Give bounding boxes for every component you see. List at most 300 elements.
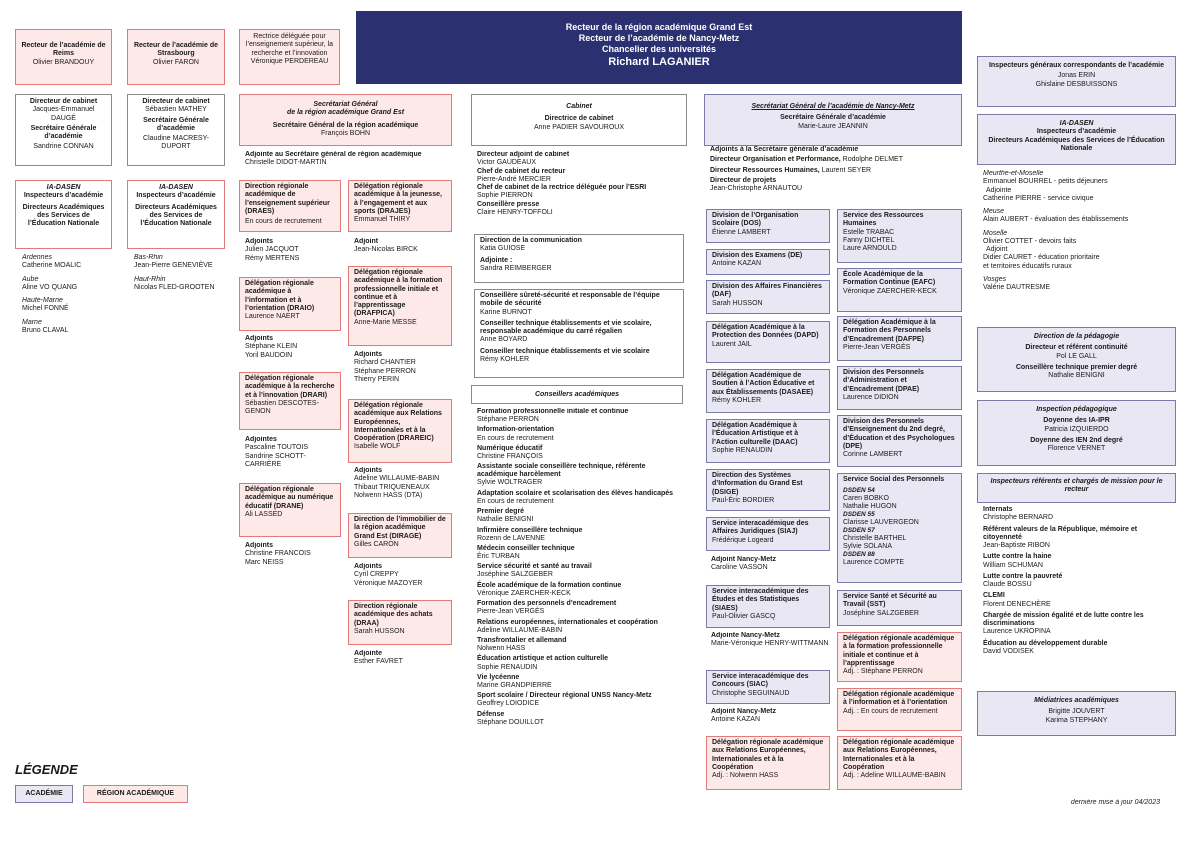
ca-item-title: Transfrontalier et allemand: [477, 636, 567, 644]
dept-name: et territoires éducatifs ruraux: [983, 262, 1072, 270]
dept-label: Meurthe-et-Moselle: [983, 170, 1044, 177]
dept-adj-label: Adjoint: [986, 246, 1008, 253]
dasen-nancy-box: [977, 114, 1176, 165]
drajes-name: Emmanuel THIRY: [354, 216, 411, 223]
ca-item-name: Joséphine SALZGEBER: [477, 571, 553, 579]
rectrice-name: Véronique PERDEREAU: [250, 57, 329, 65]
ref-item-name: Laurence UKROPINA: [983, 628, 1051, 636]
ca-item-name: Nolwenn HASS: [477, 645, 526, 653]
med-name: Brigitte JOUVERT: [1048, 708, 1105, 716]
pedagogie-box: [977, 327, 1176, 392]
siaj-name: Frédérique Logeard: [712, 536, 774, 544]
adj-name: Thibaut TRIQUENEAUX: [354, 483, 430, 491]
daac-box: [706, 419, 830, 463]
peda-n2: Nathalie BENIGNI: [1048, 372, 1105, 379]
comm-name: Katia GUIOSE: [480, 245, 526, 253]
recteur-reims-box: [15, 29, 112, 85]
ca-item-title: Formation professionnelle initiale et continue: [477, 408, 629, 415]
ssp-name: Nathalie HUGON: [843, 503, 897, 511]
adj-name: Caroline VASSON: [711, 564, 768, 572]
adj-title: Adjoints: [245, 542, 273, 549]
conseillers-academiques-list: [477, 408, 687, 796]
draio-aca-box: [837, 688, 962, 731]
sg-adj-title: Directeur de projets: [710, 176, 777, 184]
list-item: [22, 297, 114, 314]
legend-region: RÉGION ACADÉMIQUE: [83, 785, 188, 803]
insp-n1: Patricia IZQUIERDO: [1044, 425, 1109, 433]
dasaee-name: Rémy KOHLER: [712, 396, 762, 404]
cab-stras-n2: Claudine MACRESY-DUPORT: [143, 135, 209, 151]
drafpica-adj: [354, 351, 450, 393]
dasen-stras-title: IA-DASEN: [159, 184, 193, 191]
ca-item-name: Sophie RENAUDIN: [477, 663, 538, 671]
draio-name: Laurence NAERT: [245, 313, 300, 320]
comm-adj-name: Sandra REIMBERGER: [480, 264, 552, 272]
comm-title: Direction de la communication: [480, 237, 582, 244]
daac-name: Sophie RENAUDIN: [712, 446, 773, 454]
adj-title: Adjoint Nancy-Metz: [711, 556, 776, 563]
dept-label: Vosges: [983, 275, 1007, 283]
comm-adj-title: Adjointe :: [480, 256, 513, 264]
eafc-name: Véronique ZAERCHER-KECK: [843, 287, 937, 295]
dos-name: Étienne LAMBERT: [712, 228, 771, 236]
siaj-adj: [711, 556, 829, 578]
dasen-reims-list: [22, 254, 114, 354]
ca-item-title: Éducation artistique et action culturelle: [477, 655, 609, 663]
drane-name: Ali LASSED: [245, 510, 283, 518]
srh-name: Laure ARNOULD: [843, 245, 897, 252]
sg-adj-title: Adjoints à la Secrétaire générale d’académie: [710, 146, 859, 153]
drane-title: Délégation régionale académique au numérique éducatif (DRANE): [245, 486, 334, 510]
sies-name: Paul-Olivier GASCQ: [712, 612, 776, 620]
ref-title: Inspecteurs référents et chargés de mission pour le recteur: [990, 478, 1163, 494]
eafc-title: École Académique de la Formation Continue (EAFC): [843, 271, 936, 287]
dos-title: Division de l’Organisation Scolaire (DOS): [712, 212, 799, 228]
ssp-box: [837, 473, 962, 583]
ssp-name: Clarisse LAUVERGEON: [843, 519, 919, 527]
communication-box: [474, 234, 684, 283]
dasen-strasbourg-list: [134, 254, 226, 318]
adj-sg-title: Adjointe au Secrétaire général de région académique: [245, 151, 422, 158]
rectrice-deleguee-box: [239, 29, 340, 85]
dareic2-title: Délégation régionale académique aux Relations Européennes, Internationales et à la Coopération: [712, 739, 824, 771]
drafpica2-title: Délégation régionale académique à la formation professionnelle initiale et continue et à l’apprentissage: [843, 635, 955, 667]
list-item: [134, 276, 226, 293]
ca-item-name: Marine GRANDPIERRE: [477, 681, 552, 689]
ca-item-name: Éric TURBAN: [477, 553, 520, 561]
adj-name: Cyril CREPPY: [354, 571, 399, 579]
drareic-name: Isabelle WOLF: [354, 443, 401, 451]
dapd-name: Laurent JAIL: [712, 340, 752, 348]
ca-item-name: Rozenn de LAVENNE: [477, 534, 545, 542]
recteur-reims-title: Recteur de l’académie de Reims: [21, 42, 106, 58]
ca-item-title: Défense: [477, 710, 505, 718]
ref-item-name: William SCHUMAN: [983, 561, 1043, 569]
ca-item-name: Pierre-Jean VERGÈS: [477, 608, 545, 616]
adj-name: Christine FRANCOIS: [245, 550, 311, 558]
ref-item-title: Référent valeurs de la République, mémoire et citoyenneté: [983, 525, 1138, 541]
mediatrices-box: [977, 691, 1176, 736]
referents-list: [983, 506, 1176, 680]
adj-sg-name: Christelle DIDOT-MARTIN: [245, 159, 327, 167]
dept-name: Michel FONNÉ: [22, 305, 69, 313]
dept-name: Catherine MOALIC: [22, 262, 82, 270]
adj-name: Marc NEISS: [245, 558, 284, 566]
dept-label: Aube: [22, 275, 39, 283]
adj-name: Pascaline TOUTOIS: [245, 444, 309, 452]
cab-item-name: Victor GAUDEAUX: [477, 159, 536, 167]
drajes-title: Délégation régionale académique à la jeunesse, à l’engagement et aux sports (DRAJES): [354, 183, 442, 215]
ssp-dept: DSDEN 88: [843, 551, 875, 559]
legend-title: LÉGENDE: [15, 762, 78, 777]
adj-title: Adjointes: [245, 436, 277, 443]
cabinet-reims-box: [15, 94, 112, 166]
header-line-1: Recteur de la région académique Grand Est: [565, 22, 753, 32]
recteur-header: [356, 11, 962, 84]
sg-adj-name: Jean-Christophe ARNAUTOU: [710, 185, 803, 192]
dirage-box: [348, 513, 452, 558]
draa-box: [348, 600, 452, 645]
cab-reims-t2: Secrétaire Générale d’académie: [30, 124, 97, 140]
dasen-nm-title: IA-DASEN: [1059, 120, 1094, 127]
dasaee-box: [706, 369, 830, 413]
adj-title: Adjoints: [354, 351, 382, 358]
cabinet-name: Anne PADIER SAVOUROUX: [534, 123, 624, 131]
daf-name: Sarah HUSSON: [712, 299, 763, 307]
ca-item-name: Geoffrey LOIODICE: [477, 700, 540, 708]
adj-name: Rémy MERTENS: [245, 254, 300, 262]
ssp-name: Sylvie SOLANA: [843, 543, 893, 551]
dept-name: Olivier COTTET - devoirs faits: [983, 237, 1077, 245]
ca-item-title: Sport scolaire / Directeur régional UNSS Nancy-Metz: [477, 692, 652, 700]
dept-label: Ardennes: [22, 254, 52, 261]
adj-name: Sandrine SCHOTT-CARRIÈRE: [245, 452, 306, 468]
siac-name: Christophe SEGUINAUD: [712, 689, 790, 697]
dpe-title: Division des Personnels d’Enseignement du 2nd degré, d’Éducation et des Psychologues (DPE): [843, 418, 955, 450]
siac-adj: [711, 708, 829, 730]
ssp-name: Christelle BARTHEL: [843, 534, 907, 542]
rectrice-title: Rectrice déléguée pour l’enseignement supérieur, la recherche et l’innovation: [245, 33, 334, 57]
ca-item-title: Relations européennes, internationales et coopération: [477, 618, 658, 626]
sg-region-box: [239, 94, 452, 146]
siac-title: Service interacadémique des Concours (SIAC): [712, 673, 809, 689]
cab-item-title: Conseillère presse: [477, 200, 540, 208]
dept-name: Alain AUBERT - évaluation des établissements: [983, 216, 1129, 224]
adj-name: Antoine KAZAN: [711, 716, 761, 724]
draio2-title: Délégation régionale académique à l’information et à l’orientation: [843, 691, 955, 707]
referents-box: [977, 473, 1176, 503]
daac-title: Délégation Académique à l’Éducation Artistique et à l’Action culturelle (DAAC): [712, 422, 799, 446]
ca-item-name: Adeline WILLAUME-BABIN: [477, 626, 563, 634]
draes-title: Direction régionale académique de l’enseignement supérieur (DRAES): [245, 183, 330, 215]
ca-item-title: Infirmière conseillère technique: [477, 526, 583, 534]
ref-item-title: Éducation au développement durable: [983, 639, 1108, 647]
srh-name: Fanny DICHTEL: [843, 236, 895, 244]
dsige-title: Direction des Systèmes d’Information du Grand Est (DSIGE): [712, 472, 803, 496]
adj-title: Adjoint Nancy-Metz: [711, 708, 776, 715]
cons-name: Rémy KOHLER: [480, 355, 530, 363]
ref-item-name: Jean-Baptiste RIBON: [983, 542, 1050, 549]
ca-item-title: Information-orientation: [477, 426, 554, 434]
adj-name: Nolwenn HASS (DTA): [354, 491, 423, 499]
dept-name: Valérie DAUTRESME: [983, 284, 1051, 291]
dasaee-title: Délégation Académique de Soutien à l’Action Éducative et aux Établissements (DASAEE): [712, 372, 815, 396]
header-line-3: Chancelier des universités: [601, 43, 717, 54]
list-item: [22, 276, 114, 293]
sg-region-t2: de la région académique Grand Est: [286, 109, 405, 117]
dpe-name: Corinne LAMBERT: [843, 451, 903, 458]
sg-aca-name: Marie-Laure JEANNIN: [798, 122, 868, 130]
cabinet-title: Cabinet: [566, 103, 592, 110]
dept-label: Haut-Rhin: [134, 275, 166, 283]
adj-title: Adjoints: [354, 563, 382, 570]
cab-item-title: Chef de cabinet du recteur: [477, 167, 566, 175]
draio-adj: [245, 335, 341, 367]
drareic-box: [348, 399, 452, 463]
sg-adj-name: Laurent SEYER: [821, 166, 872, 174]
dept-name: Didier CAURET - éducation prioritaire: [983, 254, 1100, 262]
dafpe-title: Délégation Académique à la Formation des Personnels d’Encadrement (DAFPE): [843, 319, 936, 343]
drari-adj: [245, 436, 341, 476]
ca-item-name: Sylvie WOLTRAGER: [477, 479, 543, 487]
ssp-dept: DSDEN 57: [843, 527, 875, 535]
cons-title: Conseiller technique établissements et vie scolaire, responsable académique du carré régalien: [480, 319, 652, 335]
header-name: Richard LAGANIER: [608, 56, 710, 69]
ca-item-title: Vie lycéenne: [477, 673, 520, 681]
dpae-title: Division des Personnels d’Administration et d’Encadrement (DPAE): [843, 369, 924, 393]
dirage-title: Direction de l’immobilier de la région académique Grand Est (DIRAGE): [354, 516, 446, 540]
adj-title: Adjoints: [245, 238, 273, 245]
list-item: [134, 254, 226, 271]
dafpe-box: [837, 316, 962, 361]
daf-title: Division des Affaires Financières (DAF): [712, 283, 822, 299]
draa-title: Direction régionale académique des achats (DRAA): [354, 603, 433, 627]
dasen-stras-s1: Inspecteurs d’académie: [136, 192, 216, 200]
peda-s1: Directeur et référent continuité: [1025, 344, 1128, 352]
igen-title: Inspecteurs généraux correspondants de l’académie: [988, 62, 1165, 69]
draes-box: [239, 180, 341, 232]
de-name: Antoine KAZAN: [712, 260, 762, 268]
cab-item-title: Chef de cabinet de la rectrice déléguée pour l’ESRI: [477, 184, 647, 191]
drane-box: [239, 483, 341, 537]
sg-academie-adjoints: [710, 146, 962, 204]
dapd-box: [706, 321, 830, 363]
recteur-reims-name: Olivier BRANDOUY: [32, 58, 95, 66]
drafpica-title: Délégation régionale académique à la formation professionnelle initiale et continue et à l’apprentissage (DRAFPICA): [354, 269, 443, 318]
drafpica-aca-box: [837, 632, 962, 682]
list-item: [22, 319, 114, 336]
conseillers-box: [474, 289, 684, 378]
ref-item-name: Claude BOSSU: [983, 581, 1032, 588]
adj-title: Adjoint: [354, 238, 379, 245]
igen-name: Ghislaine DESBUISSONS: [1035, 80, 1118, 88]
dasen-stras-s2: Directeurs Académiques des Services de l’Éducation Nationale: [135, 203, 217, 227]
ca-item-title: Numérique éducatif: [477, 444, 543, 452]
conseillers-academiques-head: Conseillers académiques: [471, 385, 683, 404]
drari-name: Sébastien DESCOTES-GENON: [245, 399, 319, 415]
cab-reims-n2: Sandrine CONNAN: [33, 143, 94, 151]
ssp-title: Service Social des Personnels: [843, 476, 945, 483]
daf-box: [706, 280, 830, 314]
dept-label: Bas-Rhin: [134, 254, 163, 261]
adj-name: Marie-Véronique HENRY-WITTMANN: [711, 640, 829, 648]
cab-reims-t1: Directeur de cabinet: [29, 98, 98, 105]
ref-item-name: David VODISEK: [983, 647, 1034, 655]
cab-item-title: Directeur adjoint de cabinet: [477, 151, 570, 158]
adj-title: Adjointe Nancy-Metz: [711, 632, 780, 639]
cab-stras-t1: Directeur de cabinet: [142, 98, 210, 105]
sg-adj-title: Directeur Ressources Humaines,: [710, 166, 820, 174]
insp-s1: Doyenne des IA-IPR: [1043, 417, 1110, 425]
peda-n1: Pol LE GALL: [1056, 352, 1097, 360]
dept-name: Jean-Pierre GENEVIÈVE: [134, 262, 213, 270]
cab-item-name: Sophie PIERRON: [477, 192, 533, 200]
header-line-2: Recteur de l’académie de Nancy-Metz: [578, 32, 740, 43]
dasen-reims-s1: Inspecteurs d’académie: [23, 192, 104, 200]
adj-name: Adeline WILLAUME-BABIN: [354, 475, 440, 483]
dsige-box: [706, 469, 830, 511]
dasen-nm-s2: Directeurs Académiques des Services de l’Éducation Nationale: [988, 136, 1165, 152]
med-name: Karima STEPHANY: [1045, 716, 1108, 724]
de-box: [706, 249, 830, 275]
eafc-box: [837, 268, 962, 312]
cabinet-sub: Directrice de cabinet: [544, 115, 614, 123]
cab-item-name: Pierre-André MERCIER: [477, 175, 551, 183]
igen-box: [977, 56, 1176, 107]
recteur-strasbourg-title: Recteur de l’académie de Strasbourg: [133, 42, 219, 58]
cons-name: Anne BOYARD: [480, 336, 528, 344]
ca-item-title: Premier degré: [477, 508, 525, 516]
igen-name: Jonas ERIN: [1057, 72, 1096, 80]
cons-name: Karine BURNOT: [480, 308, 532, 316]
srh-title: Service des Ressources Humaines: [843, 212, 924, 228]
cons-title: Conseillère sûreté-sécurité et responsable de l’équipe mobile de sécurité: [480, 292, 660, 308]
ref-item-name: Florent DENECHÈRE: [983, 600, 1051, 608]
dasen-reims-title: IA-DASEN: [46, 184, 81, 191]
cab-item-name: Claire HENRY-TOFFOLI: [477, 208, 553, 216]
ref-item-name: Christophe BERNARD: [983, 514, 1054, 522]
srh-box: [837, 209, 962, 263]
dasen-reims-box: [15, 180, 112, 249]
draes-name: En cours de recrutement: [245, 218, 322, 225]
drari-box: [239, 372, 341, 430]
dasen-reims-s2: Directeurs Académiques des Services de l’Éducation Nationale: [22, 203, 105, 227]
drafpica-name: Anne-Marie MESSE: [354, 318, 417, 326]
adj-sg-region: [245, 151, 455, 171]
draio-title: Délégation régionale académique à l’information et à l’orientation (DRAIO): [245, 280, 315, 312]
ca-item-name: En cours de recrutement: [477, 497, 554, 505]
sg-region-t1: Secrétariat Général: [313, 101, 378, 108]
ca-item-title: Assistante sociale conseillère technique, référente académique harcèlement: [477, 463, 646, 479]
ref-item-title: Lutte contre la haine: [983, 553, 1052, 561]
insp-title: Inspection pédagogique: [1036, 406, 1117, 413]
sst-box: [837, 590, 962, 626]
dpe-box: [837, 415, 962, 467]
footer-update: dernière mise à jour 04/2023: [1070, 799, 1160, 806]
ca-item-name: Stéphane PERRON: [477, 416, 539, 424]
dareic3-name: Adj. : Adeline WILLAUME-BABIN: [843, 772, 946, 779]
adj-name: Véronique MAZOYER: [354, 579, 423, 587]
cons-title: Conseiller technique établissements et vie scolaire: [480, 347, 650, 355]
adj-name: Richard CHANTIER: [354, 359, 416, 367]
drajes-box: [348, 180, 452, 232]
sg-adj-name: Rodolphe DELMET: [842, 156, 903, 164]
list-item: [22, 254, 114, 271]
recteur-strasbourg-name: Olivier FARON: [153, 58, 199, 66]
dareic3-title: Délégation régionale académique aux Relations Européennes, Internationales et à la Coopération: [843, 739, 955, 771]
inspection-box: [977, 400, 1176, 466]
dareic-aca-box: [706, 736, 830, 790]
ca-item-title: Adaptation scolaire et scolarisation des élèves handicapés: [477, 489, 674, 497]
sies-title: Service interacadémique des Études et des Statistiques (SIAES): [712, 588, 809, 612]
cab-stras-t2: Secrétaire Générale d’académie: [143, 116, 209, 132]
ca-item-name: Nathalie BENIGNI: [477, 516, 534, 524]
sst-name: Joséphine SALZGEBER: [843, 609, 919, 617]
drajes-adj: [354, 238, 450, 260]
dareic2-name: Adj. : Nolwenn HASS: [712, 772, 779, 779]
cab-stras-n1: Sébastien MATHEY: [145, 106, 207, 114]
sg-academie-box: [704, 94, 962, 146]
legend-academie: ACADÉMIE: [15, 785, 73, 803]
dirage-name: Gilles CARON: [354, 540, 399, 548]
dos-box: [706, 209, 830, 243]
drari-title: Délégation régionale académique à la recherche et à l’innovation (DRARI): [245, 375, 335, 399]
dept-name: Emmanuel BOURREL - petits déjeuners: [983, 178, 1108, 186]
ssp-name: Laurence COMPTE: [843, 559, 905, 567]
dirage-adj: [354, 563, 450, 595]
sg-region-s: Secrétaire Général de la région académique: [272, 121, 419, 129]
ca-item-name: Christine FRANÇOIS: [477, 452, 543, 460]
draes-adj: [245, 238, 341, 270]
dapd-title: Délégation Académique à la Protection des Données (DAPD): [712, 324, 819, 340]
adj-title: Adjointe: [354, 650, 382, 657]
dpae-name: Laurence DIDION: [843, 393, 899, 401]
ca-item-title: Service sécurité et santé au travail: [477, 563, 592, 571]
draio2-name: Adj. : En cours de recrutement: [843, 707, 938, 715]
dept-name: Aline VO QUANG: [22, 283, 78, 291]
ref-item-title: Internats: [983, 506, 1013, 513]
adj-name: Esther FAVRET: [354, 658, 403, 666]
adj-name: Jean-Nicolas BIRCK: [354, 246, 418, 254]
sg-aca-title: Secrétariat Général de l’académie de Nancy-Metz: [751, 103, 915, 110]
dasen-nancy-list: [983, 170, 1176, 318]
dept-adj-label: Adjointe: [986, 186, 1012, 194]
peda-s2: Conseillère technique premier degré: [1015, 363, 1138, 371]
adj-title: Adjoints: [245, 335, 273, 342]
sies-adj: [711, 632, 829, 664]
peda-title: Direction de la pédagogie: [1033, 333, 1120, 340]
siaj-title: Service interacadémique des Affaires Juridiques (SIAJ): [712, 520, 809, 536]
ssp-dept: DSDEN 55: [843, 511, 875, 519]
dept-label: Marne: [22, 318, 42, 326]
dsige-name: Paul-Éric BORDIER: [712, 496, 775, 504]
adj-name: Stéphane PERRON: [354, 367, 416, 375]
dept-label: Meuse: [983, 208, 1005, 215]
ref-item-title: Lutte contre la pauvreté: [983, 572, 1063, 580]
med-title: Médiatrices académiques: [1034, 697, 1119, 704]
drafpica2-name: Adj. : Stéphane PERRON: [843, 668, 923, 675]
draa-name: Sarah HUSSON: [354, 627, 405, 635]
dasen-nm-s1: Inspecteurs d’académie: [1036, 128, 1117, 136]
ssp-name: Caren BOBKO: [843, 494, 889, 502]
siac-box: [706, 670, 830, 704]
dareic-aca2-box: [837, 736, 962, 790]
dasen-strasbourg-box: [127, 180, 225, 249]
drafpica-box: [348, 266, 452, 346]
insp-n2: Florence VERNET: [1047, 445, 1106, 452]
adj-name: Stéphane KLEIN: [245, 343, 298, 351]
cab-reims-n1: Jacques-Emmanuel DAUGÉ: [32, 106, 95, 122]
